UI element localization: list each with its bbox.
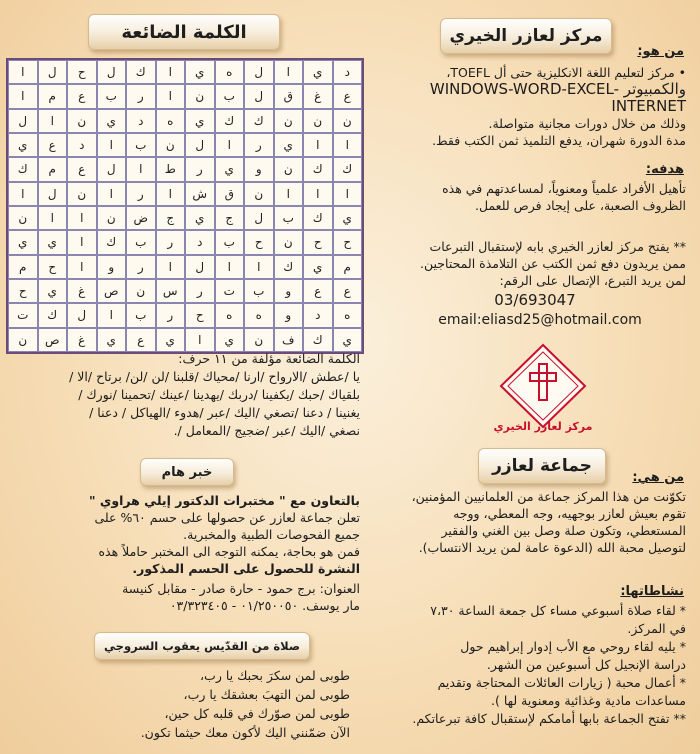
grid-cell: ع (333, 84, 363, 108)
grid-cell: ن (274, 157, 304, 181)
grid-cell: ا (274, 60, 304, 84)
grid-cell: ل (67, 303, 97, 327)
grid-cell: ي (8, 230, 38, 254)
grid-cell: ي (97, 109, 127, 133)
email-address: email:eliasd25@hotmail.com (438, 312, 642, 328)
grid-cell: ه (215, 60, 245, 84)
grid-cell: ح (8, 279, 38, 303)
grid-cell: ا (67, 255, 97, 279)
grid-cell: ب (215, 84, 245, 108)
grid-cell: ل (244, 60, 274, 84)
grid-cell: ط (156, 157, 186, 181)
grid-cell: ر (126, 255, 156, 279)
prayer-banner: صلاة من القدّيس يعقوب السروجي (94, 632, 310, 660)
center-title-banner: مركز لعازر الخيري (440, 18, 612, 54)
grid-cell: ا (215, 133, 245, 157)
lost-word-banner: الكلمة الضائعة (88, 14, 280, 50)
grid-cell: ع (303, 279, 333, 303)
grid-cell: د (333, 60, 363, 84)
word-search-grid (6, 58, 364, 354)
grid-cell: ي (215, 157, 245, 181)
grid-cell: ن (97, 206, 127, 230)
who-heading: من هو: (637, 44, 684, 59)
grid-cell: ن (8, 328, 38, 352)
grid-cell: ن (274, 109, 304, 133)
prayer-text: طوبى لمن سكرَ بحبك يا رب، طوبى لمن التهبَ بعشقك يا رب، طوبى لمن صوّرك في قلبه كل حين، الآن ضمّنني اليك لأكون معك حيثما تكون. (140, 668, 350, 740)
grid-cell: ي (303, 60, 333, 84)
grid-cell: ا (333, 133, 363, 157)
grid-cell: ا (67, 230, 97, 254)
grid-cell: ي (333, 206, 363, 230)
news-banner: خبر هام (140, 458, 234, 486)
grid-cell: ا (97, 133, 127, 157)
grid-cell: ه (333, 303, 363, 327)
grid-cell: ل (8, 109, 38, 133)
grid-cell: ش (185, 182, 215, 206)
grid-cell: ك (333, 157, 363, 181)
grid-cell: غ (303, 84, 333, 108)
grid-cell: غ (67, 328, 97, 352)
grid-cell: ا (274, 182, 304, 206)
grid-cell: ر (126, 84, 156, 108)
grid-cell: ك (244, 109, 274, 133)
grid-cell: ا (97, 182, 127, 206)
grid-cell: ن (67, 182, 97, 206)
grid-cell: و (244, 157, 274, 181)
grid-cell: ي (185, 60, 215, 84)
grid-cell: ع (67, 157, 97, 181)
grid-cell: ج (215, 206, 245, 230)
grid-cell: ص (97, 279, 127, 303)
lost-word-count: الكلمة الضائعة مؤلفة من ١١ حرف: (178, 351, 360, 366)
grid-cell: و (274, 303, 304, 327)
grid-cell: ك (303, 157, 333, 181)
grid-cell: ل (97, 60, 127, 84)
grid-cell: ا (156, 255, 186, 279)
grid-cell: ا (333, 182, 363, 206)
grid-cell: ر (185, 279, 215, 303)
grid-cell: و (274, 279, 304, 303)
grid-cell: ا (8, 84, 38, 108)
grid-cell: ا (215, 255, 245, 279)
grid-cell: ل (38, 182, 68, 206)
grid-cell: غ (67, 279, 97, 303)
grid-cell: ك (38, 303, 68, 327)
grid-cell: د (126, 109, 156, 133)
grid-cell: ك (303, 328, 333, 352)
grid-cell: ن (185, 84, 215, 108)
grid-cell: ي (185, 206, 215, 230)
grid-cell: ب (126, 230, 156, 254)
grid-cell: ا (38, 206, 68, 230)
grid-cell: ح (38, 255, 68, 279)
grid-cell: ب (126, 133, 156, 157)
grid-cell: ه (244, 303, 274, 327)
who-text: • مركز لتعليم اللغة الانكليزية حتى أل TOEFL، والكمبيوتر WINDOWS-WORD-EXCEL-INTERNET وذلك من خلال دورات مجانية متواصلة. مدة الدورة شهران، يدفع التلميذ ثمن الكتب فقط. (429, 65, 686, 148)
grid-cell: د (67, 133, 97, 157)
group-title-banner: جماعة لعازر (478, 448, 606, 484)
grid-cell: ج (156, 206, 186, 230)
grid-cell: ح (333, 230, 363, 254)
grid-cell: ن (67, 109, 97, 133)
grid-cell: ن (8, 206, 38, 230)
grid-cell: ا (303, 182, 333, 206)
grid-cell: ق (274, 84, 304, 108)
grid-cell: ن (126, 279, 156, 303)
grid-cell: ا (303, 133, 333, 157)
grid-cell: ل (97, 157, 127, 181)
grid-cell: ع (67, 84, 97, 108)
grid-cell: ي (38, 230, 68, 254)
grid-cell: ي (97, 328, 127, 352)
grid-cell: د (185, 230, 215, 254)
grid-cell: ل (244, 206, 274, 230)
grid-cell: ا (67, 206, 97, 230)
grid-cell: م (38, 84, 68, 108)
grid-cell: ح (244, 230, 274, 254)
grid-cell: ي (215, 328, 245, 352)
grid-cell: ن (156, 133, 186, 157)
grid-cell: ي (185, 109, 215, 133)
grid-cell: ا (126, 157, 156, 181)
grid-cell: د (303, 303, 333, 327)
grid-cell: ا (38, 109, 68, 133)
grid-cell: ت (215, 279, 245, 303)
grid-cell: ن (303, 109, 333, 133)
news-text: بالتعاون مع " مختبرات الدكتور إيلي هراوي " تعلن جماعة لعازر عن حصولها على حسم ٦٠% على جميع الفحوصات الطبية والمخبرية. فمن هو بحاجة، يمكنه التوجه الى المختبر حاملاً هذه النشرة للحصول على الحسم المذكور. (89, 493, 360, 576)
grid-cell: ع (126, 328, 156, 352)
grid-cell: ب (126, 303, 156, 327)
grid-cell: ن (244, 182, 274, 206)
grid-cell: ن (333, 109, 363, 133)
activities-text: * لقاء صلاة أسبوعي مساء كل جمعة الساعة ٧،٣٠ في المركز. * يليه لقاء روحي مع الأب إدوار إبراهيم حول دراسة الإنجيل كل أسبوعين من الشهر. * أعمال محبة ( زيارات العائلات المحتاجة وتقديم مساعدات مادية وغذائية ومعنوية لها ). ** تفتح الجماعة بابها أمامكم لإستقبال كافة تبرعاتكم. (412, 603, 686, 726)
grid-cell: ك (274, 255, 304, 279)
grid-cell: ف (274, 328, 304, 352)
grid-cell: ب (215, 230, 245, 254)
grid-cell: ا (97, 303, 127, 327)
grid-cell: ل (185, 255, 215, 279)
goal-text: تأهيل الأفراد علمياً ومعنوياً، لمساعدتهم في هذه الظروف الصعبة، على إيجاد فرص للعمل. (442, 181, 686, 213)
grid-cell: ا (244, 255, 274, 279)
grid-cell: ي (38, 279, 68, 303)
grid-cell: ص (38, 328, 68, 352)
grid-cell: ا (156, 182, 186, 206)
grid-cell: ل (38, 60, 68, 84)
goal-heading: هدفه: (645, 162, 684, 177)
donate-text: ** يفتح مركز لعازر الخيري بابه لإستقبال التبرعات ممن يريدون دفع ثمن الكتب عن التلامذة المحتاجين. لمن يريد التبرع، الإتصال على الرقم: (420, 239, 686, 288)
grid-cell: ل (185, 133, 215, 157)
grid-cell: م (38, 157, 68, 181)
grid-cell: ك (303, 206, 333, 230)
grid-cell: ا (8, 182, 38, 206)
group-who-text: تكوّنت من هذا المركز جماعة من العلمانيين المؤمنين، تقوم بعيش لعازر بوجهيه، وجه المعطي، ووجه المستعطي، وتكون صلة وصل بين الغني والفقير لتوصيل محبة الله (الدعوة عامة لمن يريد الانتساب). (411, 489, 686, 555)
grid-cell: ح (185, 303, 215, 327)
grid-cell: ن (274, 230, 304, 254)
grid-cell: م (333, 255, 363, 279)
grid-cell: ك (8, 157, 38, 181)
grid-cell: ه (215, 303, 245, 327)
group-who-heading: من هي: (632, 470, 684, 485)
grid-cell: ب (274, 206, 304, 230)
grid-cell: ك (215, 109, 245, 133)
grid-cell: ا (185, 328, 215, 352)
grid-cell: ر (185, 157, 215, 181)
grid-cell: ل (244, 84, 274, 108)
grid-cell: و (97, 255, 127, 279)
grid-cell: ع (333, 279, 363, 303)
grid-cell: ي (156, 328, 186, 352)
grid-cell: ب (244, 279, 274, 303)
grid-cell: ي (274, 133, 304, 157)
grid-cell: ع (38, 133, 68, 157)
logo-caption: مركز لعازر الخيري (493, 420, 593, 433)
grid-cell: ا (8, 60, 38, 84)
grid-cell: ر (126, 182, 156, 206)
address-text: العنوان: برج حمود - حارة صادر - مقابل كنيسة مار يوسف. ٠١/٢٥٠٠٥٠ - ٠٣/٣٢٣٤٠٥ (122, 581, 360, 613)
grid-cell: ه (156, 109, 186, 133)
grid-cell: ر (156, 303, 186, 327)
grid-cell: ر (244, 133, 274, 157)
activities-heading: نشاطاتها: (620, 584, 684, 599)
grid-cell: ر (156, 230, 186, 254)
grid-cell: ض (126, 206, 156, 230)
grid-cell: ي (303, 255, 333, 279)
grid-cell: ي (333, 328, 363, 352)
grid-cell: ك (97, 230, 127, 254)
grid-cell: ي (8, 133, 38, 157)
lost-word-list: يا /عطش /الارواح /ارنا /محياك /قلبنا /لن /لن/ برتاح /الا / بلقياك /حبك /يكفينا /دربك /يهدينا /عينك /تحمينا /نورك / يغنينا / دعنا /تصغي /اليك /عبر /هدوء /الهياكل / دعنا / نصغي /اليك /عبر /ضجيج /المعامل /. (69, 369, 360, 438)
grid-cell: ن (244, 328, 274, 352)
phone-number: 03/693047 (494, 291, 576, 309)
grid-cell: ح (67, 60, 97, 84)
grid-cell: ا (156, 84, 186, 108)
grid-cell: ق (215, 182, 245, 206)
grid-cell: م (8, 255, 38, 279)
grid-cell: س (156, 279, 186, 303)
grid-cell: ب (97, 84, 127, 108)
grid-cell: ت (8, 303, 38, 327)
grid-cell: ح (303, 230, 333, 254)
grid-cell: ا (156, 60, 186, 84)
grid-cell: ك (126, 60, 156, 84)
